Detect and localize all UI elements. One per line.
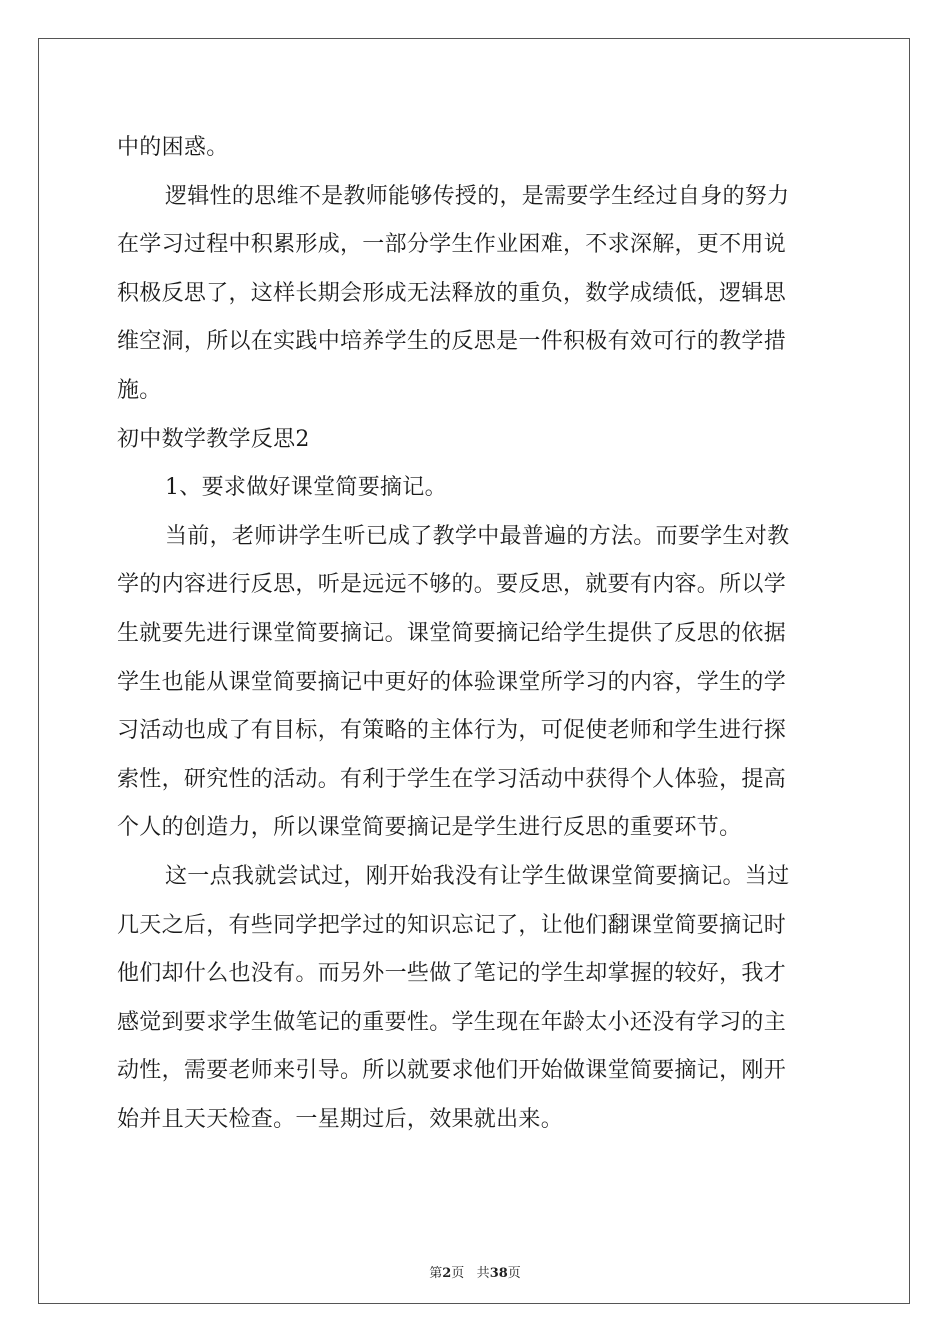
- text-line: 中的困惑。: [117, 135, 229, 160]
- text-line: 感觉到要求学生做笔记的重要性。学生现在年龄太小还没有学习的主: [117, 1009, 787, 1035]
- text-line: 始并且天天检查。一星期过后，效果就出来。: [117, 1106, 564, 1132]
- text-line: 动性，需要老师来引导。所以就要求他们开始做课堂简要摘记，刚开: [117, 1058, 787, 1084]
- text-line: 初中数学教学反思2: [117, 426, 310, 452]
- text-line: 习活动也成了有目标，有策略的主体行为，可促使老师和学生进行探: [117, 718, 787, 744]
- text-line: 索性，研究性的活动。有利于学生在学习活动中获得个人体验，提高: [117, 766, 787, 792]
- footer-total-prefix: 共: [476, 1266, 490, 1281]
- text-line: 积极反思了，这样长期会形成无法释放的重负，数学成绩低，逻辑思: [117, 280, 787, 306]
- page-footer: [0, 1262, 950, 1281]
- text-line: 几天之后，有些同学把学过的知识忘记了，让他们翻课堂简要摘记时: [117, 912, 787, 938]
- text-line: 学的内容进行反思，听是远远不够的。要反思，就要有内容。所以学: [117, 572, 787, 598]
- text-line: 1、要求做好课堂简要摘记。: [165, 475, 447, 501]
- text-line: 在学习过程中积累形成，一部分学生作业困难，不求深解，更不用说: [117, 232, 787, 258]
- text-line: 这一点我就尝试过，刚开始我没有让学生做课堂简要摘记。当过: [165, 863, 790, 889]
- total-pages-number: 38: [489, 1266, 508, 1281]
- text-line: 学生也能从课堂简要摘记中更好的体验课堂所学习的内容，学生的学: [117, 669, 787, 695]
- footer-page-suffix: 页: [451, 1266, 465, 1281]
- text-line: 逻辑性的思维不是教师能够传授的，是需要学生经过自身的努力: [165, 183, 790, 209]
- text-line: 生就要先进行课堂简要摘记。课堂简要摘记给学生提供了反思的依据: [117, 620, 787, 646]
- current-page-number: 2: [442, 1266, 452, 1281]
- text-line: 当前，老师讲学生听已成了教学中最普遍的方法。而要学生对教: [165, 523, 790, 549]
- document-body: [117, 124, 833, 1144]
- text-line: 个人的创造力，所以课堂简要摘记是学生进行反思的重要环节。: [117, 815, 742, 841]
- text-line: 维空洞，所以在实践中培养学生的反思是一件积极有效可行的教学措: [117, 329, 787, 355]
- footer-prefix: 第: [429, 1266, 443, 1281]
- text-line: 施。: [117, 377, 162, 403]
- footer-total-suffix: 页: [507, 1266, 521, 1281]
- text-line: 他们却什么也没有。而另外一些做了笔记的学生却掌握的较好，我才: [117, 961, 787, 987]
